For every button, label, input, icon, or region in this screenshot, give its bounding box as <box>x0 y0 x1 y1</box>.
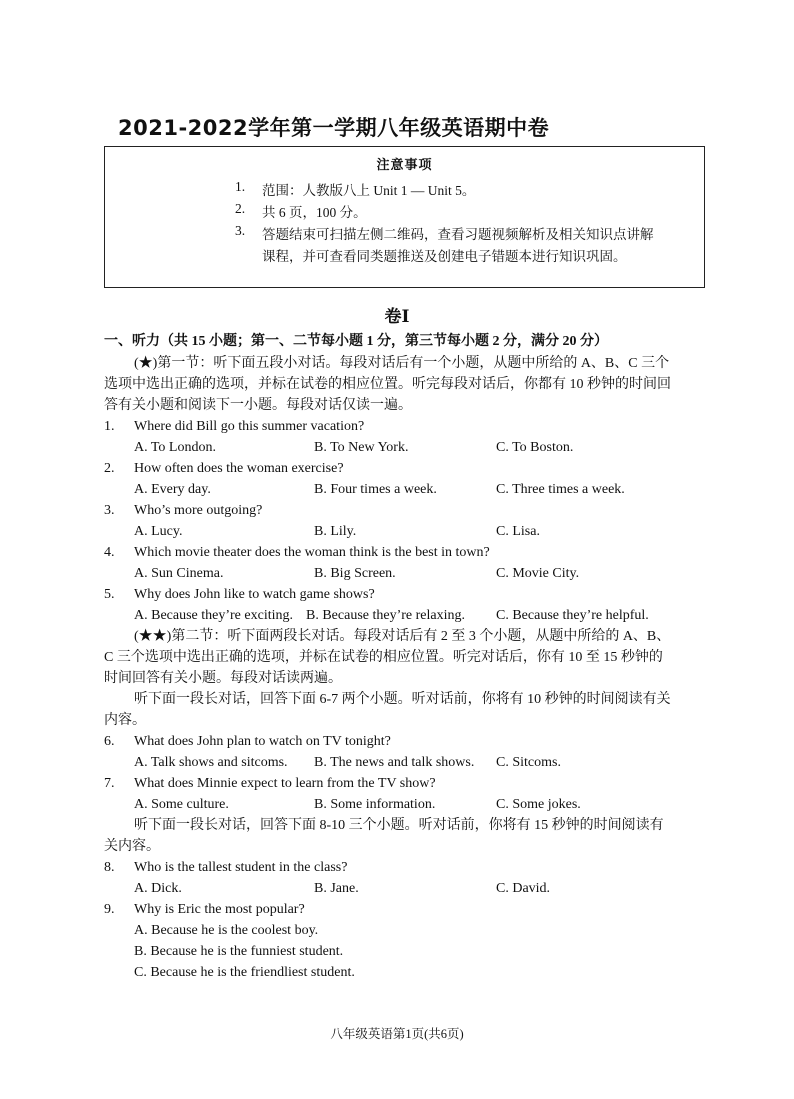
question-number: 8. <box>104 860 115 875</box>
dialog-intro-line: 关内容。 <box>104 839 160 854</box>
option-c: C. Because he is the friendliest student. <box>134 965 355 980</box>
part1-intro-line: 选项中选出正确的选项，并标在试卷的相应位置。听完每段对话后，你都有 10 秒钟的时间回 <box>104 377 671 392</box>
option-b: B. The news and talk shows. <box>314 755 475 770</box>
option-c: C. Because they’re helpful. <box>496 608 649 623</box>
section-heading: 一、听力（共 15 小题；第一、二节每小题 1 分，第三节每小题 2 分，满分 20 分） <box>104 334 608 349</box>
option-b: B. Four times a week. <box>314 482 437 497</box>
option-a: A. Because they’re exciting. <box>134 608 293 623</box>
question-number: 2. <box>104 461 115 476</box>
notice-item-text: 共 6 页，100 分。 <box>262 205 367 220</box>
dialog-intro-line: 听下面一段长对话，回答下面 8-10 三个小题。听对话前，你将有 15 秒钟的时间阅读有 <box>134 818 664 833</box>
option-a: A. Talk shows and sitcoms. <box>134 755 288 770</box>
part2-intro-line: (★★)第二节：听下面两段长对话。每段对话后有 2 至 3 个小题，从题中所给的 A、B、 <box>134 629 671 644</box>
notice-item-number: 1. <box>235 179 246 194</box>
option-b: B. Because they’re relaxing. <box>306 608 465 623</box>
option-c: C. To Boston. <box>496 440 574 455</box>
question-text: Where did Bill go this summer vacation? <box>134 419 365 434</box>
notice-item-number: 3. <box>235 223 246 238</box>
option-a: A. Every day. <box>134 482 211 497</box>
question-number: 1. <box>104 419 115 434</box>
notice-heading: 注意事项 <box>376 157 433 172</box>
question-text: Who is the tallest student in the class? <box>134 860 348 875</box>
question-text: Why is Eric the most popular? <box>134 902 305 917</box>
part1-intro-line: 答有关小题和阅读下一小题。每段对话仅读一遍。 <box>104 398 412 413</box>
option-c: C. Movie City. <box>496 566 580 581</box>
question-number: 4. <box>104 545 115 560</box>
question-text: Who’s more outgoing? <box>134 503 263 518</box>
option-c: C. David. <box>496 881 551 896</box>
part2-intro-line: 时间回答有关小题。每段对话读两遍。 <box>104 671 342 686</box>
option-a: A. Sun Cinema. <box>134 566 224 581</box>
option-b: B. To New York. <box>314 440 409 455</box>
question-number: 3. <box>104 503 115 518</box>
option-a: A. To London. <box>134 440 216 455</box>
page-footer: 八年级英语第1页(共6页) <box>330 1027 464 1041</box>
option-c: C. Sitcoms. <box>496 755 561 770</box>
volume-heading: 卷Ⅰ <box>384 307 410 326</box>
dialog-intro-line: 听下面一段长对话，回答下面 6-7 两个小题。听对话前，你将有 10 秒钟的时间阅读有关 <box>134 692 671 707</box>
option-b: B. Big Screen. <box>314 566 396 581</box>
question-text: Why does John like to watch game shows? <box>134 587 375 602</box>
notice-item-text: 范围：人教版八上 Unit 1 — Unit 5。 <box>262 183 476 198</box>
question-number: 6. <box>104 734 115 749</box>
question-number: 9. <box>104 902 115 917</box>
notice-box <box>104 146 705 288</box>
dialog-intro-line: 内容。 <box>104 713 146 728</box>
question-number: 5. <box>104 587 115 602</box>
option-c: C. Three times a week. <box>496 482 625 497</box>
exam-title: 2021-2022学年第一学期八年级英语期中卷 <box>118 116 550 140</box>
question-text: How often does the woman exercise? <box>134 461 344 476</box>
part1-intro-line: (★)第一节：听下面五段小对话。每段对话后有一个小题，从题中所给的 A、B、C 三个 <box>134 356 670 371</box>
option-a: A. Because he is the coolest boy. <box>134 923 319 938</box>
option-a: A. Dick. <box>134 881 182 896</box>
notice-item-text: 答题结束可扫描左侧二维码，查看习题视频解析及相关知识点讲解 <box>262 227 654 242</box>
option-c: C. Some jokes. <box>496 797 581 812</box>
question-text: Which movie theater does the woman think is the best in town? <box>134 545 490 560</box>
notice-item-text-continued: 课程，并可查看同类题推送及创建电子错题本进行知识巩固。 <box>262 249 627 264</box>
option-b: B. Because he is the funniest student. <box>134 944 344 959</box>
notice-item-number: 2. <box>235 201 246 216</box>
option-b: B. Some information. <box>314 797 436 812</box>
question-text: What does John plan to watch on TV tonight? <box>134 734 391 749</box>
option-c: C. Lisa. <box>496 524 540 539</box>
part2-intro-line: C 三个选项中选出正确的选项，并标在试卷的相应位置。听完对话后，你有 10 至 15 秒钟的 <box>104 650 663 665</box>
option-a: A. Some culture. <box>134 797 229 812</box>
option-b: B. Jane. <box>314 881 359 896</box>
option-a: A. Lucy. <box>134 524 183 539</box>
question-number: 7. <box>104 776 115 791</box>
question-text: What does Minnie expect to learn from the TV show? <box>134 776 436 791</box>
option-b: B. Lily. <box>314 524 357 539</box>
